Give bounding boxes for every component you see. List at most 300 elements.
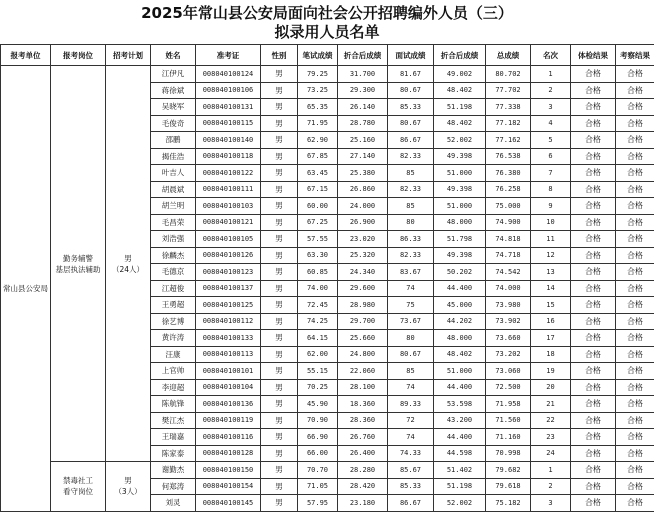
name-cell: 胡兰明 xyxy=(151,198,196,215)
interview-weighted-cell: 48.000 xyxy=(434,214,486,231)
written-score-cell: 63.45 xyxy=(298,165,338,182)
interview-score-cell: 85 xyxy=(388,363,434,380)
written-weighted-cell: 22.060 xyxy=(338,363,388,380)
written-score-cell: 62.00 xyxy=(298,346,338,363)
review-result-cell: 合格 xyxy=(616,280,654,297)
written-weighted-cell: 25.160 xyxy=(338,132,388,149)
review-result-cell: 合格 xyxy=(616,412,654,429)
gender-cell: 男 xyxy=(261,198,298,215)
total-score-cell: 70.998 xyxy=(486,445,531,462)
review-result-cell: 合格 xyxy=(616,346,654,363)
rank-cell: 9 xyxy=(531,198,571,215)
interview-weighted-cell: 44.202 xyxy=(434,313,486,330)
name-cell: 毛昌荣 xyxy=(151,214,196,231)
exam-id-cell: 008040100106 xyxy=(196,82,261,99)
written-weighted-cell: 25.320 xyxy=(338,247,388,264)
exam-id-cell: 008040100105 xyxy=(196,231,261,248)
review-result-cell: 合格 xyxy=(616,495,654,512)
column-header: 姓名 xyxy=(151,45,196,66)
header-row xyxy=(1,45,654,66)
rank-cell: 1 xyxy=(531,66,571,83)
exam-id-cell: 008040100112 xyxy=(196,313,261,330)
interview-weighted-cell: 48.000 xyxy=(434,330,486,347)
exam-id-cell: 008040100111 xyxy=(196,181,261,198)
physical-result-cell: 合格 xyxy=(571,429,616,446)
admission-table xyxy=(0,44,654,512)
gender-cell: 男 xyxy=(261,346,298,363)
name-cell: 毛俊奇 xyxy=(151,115,196,132)
interview-weighted-cell: 52.002 xyxy=(434,132,486,149)
written-score-cell: 57.95 xyxy=(298,495,338,512)
physical-result-cell: 合格 xyxy=(571,478,616,495)
interview-weighted-cell: 48.402 xyxy=(434,346,486,363)
total-score-cell: 80.702 xyxy=(486,66,531,83)
interview-weighted-cell: 49.398 xyxy=(434,148,486,165)
interview-weighted-cell: 48.402 xyxy=(434,115,486,132)
written-score-cell: 67.85 xyxy=(298,148,338,165)
interview-score-cell: 80.67 xyxy=(388,346,434,363)
written-score-cell: 73.25 xyxy=(298,82,338,99)
rank-cell: 16 xyxy=(531,313,571,330)
written-score-cell: 67.15 xyxy=(298,181,338,198)
physical-result-cell: 合格 xyxy=(571,115,616,132)
physical-result-cell: 合格 xyxy=(571,462,616,479)
gender-cell: 男 xyxy=(261,165,298,182)
name-cell: 蒋徐斌 xyxy=(151,82,196,99)
gender-cell: 男 xyxy=(261,214,298,231)
total-score-cell: 77.162 xyxy=(486,132,531,149)
column-header: 报考单位 xyxy=(1,45,51,66)
column-header: 性别 xyxy=(261,45,298,66)
review-result-cell: 合格 xyxy=(616,462,654,479)
written-weighted-cell: 18.360 xyxy=(338,396,388,413)
written-score-cell: 64.15 xyxy=(298,330,338,347)
plan-cell: 男 （24人） xyxy=(106,66,151,462)
name-cell: 胡晨斌 xyxy=(151,181,196,198)
review-result-cell: 合格 xyxy=(616,396,654,413)
exam-id-cell: 008040100101 xyxy=(196,363,261,380)
total-score-cell: 74.000 xyxy=(486,280,531,297)
interview-score-cell: 74 xyxy=(388,379,434,396)
interview-weighted-cell: 51.000 xyxy=(434,165,486,182)
physical-result-cell: 合格 xyxy=(571,280,616,297)
name-cell: 黄许涛 xyxy=(151,330,196,347)
rank-cell: 14 xyxy=(531,280,571,297)
physical-result-cell: 合格 xyxy=(571,247,616,264)
total-score-cell: 77.338 xyxy=(486,99,531,116)
interview-score-cell: 85 xyxy=(388,165,434,182)
written-weighted-cell: 25.660 xyxy=(338,330,388,347)
unit-cell: 常山县公安局 xyxy=(1,66,51,512)
name-cell: 何郑涛 xyxy=(151,478,196,495)
rank-cell: 12 xyxy=(531,247,571,264)
written-weighted-cell: 27.140 xyxy=(338,148,388,165)
table-row xyxy=(1,66,654,83)
exam-id-cell: 008040100103 xyxy=(196,198,261,215)
written-score-cell: 71.05 xyxy=(298,478,338,495)
rank-cell: 4 xyxy=(531,115,571,132)
physical-result-cell: 合格 xyxy=(571,363,616,380)
post-cell: 禁毒社工 看守岗位 xyxy=(51,462,106,512)
name-cell: 陈家泰 xyxy=(151,445,196,462)
written-weighted-cell: 23.180 xyxy=(338,495,388,512)
post-cell: 勤务辅警 基层执法辅助 xyxy=(51,66,106,462)
gender-cell: 男 xyxy=(261,132,298,149)
name-cell: 刘浩强 xyxy=(151,231,196,248)
gender-cell: 男 xyxy=(261,363,298,380)
interview-score-cell: 85.33 xyxy=(388,99,434,116)
name-cell: 江伊凡 xyxy=(151,66,196,83)
gender-cell: 男 xyxy=(261,66,298,83)
interview-weighted-cell: 51.798 xyxy=(434,231,486,248)
gender-cell: 男 xyxy=(261,379,298,396)
name-cell: 毛德京 xyxy=(151,264,196,281)
exam-id-cell: 008040100150 xyxy=(196,462,261,479)
total-score-cell: 77.182 xyxy=(486,115,531,132)
rank-cell: 19 xyxy=(531,363,571,380)
interview-score-cell: 80 xyxy=(388,214,434,231)
column-header: 招考计划 xyxy=(106,45,151,66)
written-weighted-cell: 26.860 xyxy=(338,181,388,198)
column-header: 面试成绩 xyxy=(388,45,434,66)
interview-score-cell: 75 xyxy=(388,297,434,314)
gender-cell: 男 xyxy=(261,478,298,495)
rank-cell: 15 xyxy=(531,297,571,314)
name-cell: 王勇超 xyxy=(151,297,196,314)
total-score-cell: 73.980 xyxy=(486,297,531,314)
total-score-cell: 73.202 xyxy=(486,346,531,363)
review-result-cell: 合格 xyxy=(616,66,654,83)
name-cell: 上官帅 xyxy=(151,363,196,380)
interview-weighted-cell: 51.000 xyxy=(434,363,486,380)
name-cell: 王瑞嘉 xyxy=(151,429,196,446)
exam-id-cell: 008040100124 xyxy=(196,66,261,83)
rank-cell: 2 xyxy=(531,82,571,99)
exam-id-cell: 008040100104 xyxy=(196,379,261,396)
interview-weighted-cell: 45.000 xyxy=(434,297,486,314)
rank-cell: 21 xyxy=(531,396,571,413)
exam-id-cell: 008040100123 xyxy=(196,264,261,281)
interview-weighted-cell: 51.198 xyxy=(434,478,486,495)
name-cell: 汪康 xyxy=(151,346,196,363)
physical-result-cell: 合格 xyxy=(571,412,616,429)
rank-cell: 2 xyxy=(531,478,571,495)
review-result-cell: 合格 xyxy=(616,231,654,248)
interview-score-cell: 80.67 xyxy=(388,82,434,99)
total-score-cell: 74.542 xyxy=(486,264,531,281)
total-score-cell: 74.900 xyxy=(486,214,531,231)
written-weighted-cell: 28.980 xyxy=(338,297,388,314)
name-cell: 徐艺博 xyxy=(151,313,196,330)
written-weighted-cell: 29.600 xyxy=(338,280,388,297)
rank-cell: 24 xyxy=(531,445,571,462)
interview-weighted-cell: 49.398 xyxy=(434,181,486,198)
written-weighted-cell: 26.140 xyxy=(338,99,388,116)
name-cell: 揭佳浩 xyxy=(151,148,196,165)
interview-weighted-cell: 44.598 xyxy=(434,445,486,462)
written-weighted-cell: 23.020 xyxy=(338,231,388,248)
exam-id-cell: 008040100125 xyxy=(196,297,261,314)
interview-score-cell: 89.33 xyxy=(388,396,434,413)
review-result-cell: 合格 xyxy=(616,445,654,462)
written-weighted-cell: 24.800 xyxy=(338,346,388,363)
interview-weighted-cell: 50.202 xyxy=(434,264,486,281)
review-result-cell: 合格 xyxy=(616,264,654,281)
physical-result-cell: 合格 xyxy=(571,99,616,116)
rank-cell: 5 xyxy=(531,132,571,149)
review-result-cell: 合格 xyxy=(616,379,654,396)
column-header: 考察结果 xyxy=(616,45,654,66)
interview-weighted-cell: 49.002 xyxy=(434,66,486,83)
written-score-cell: 66.90 xyxy=(298,429,338,446)
rank-cell: 23 xyxy=(531,429,571,446)
gender-cell: 男 xyxy=(261,297,298,314)
rank-cell: 10 xyxy=(531,214,571,231)
name-cell: 刘灵 xyxy=(151,495,196,512)
physical-result-cell: 合格 xyxy=(571,330,616,347)
title-line-2: 拟录用人员名单 xyxy=(0,23,654,42)
exam-id-cell: 008040100140 xyxy=(196,132,261,149)
written-score-cell: 70.25 xyxy=(298,379,338,396)
interview-score-cell: 83.67 xyxy=(388,264,434,281)
gender-cell: 男 xyxy=(261,396,298,413)
review-result-cell: 合格 xyxy=(616,115,654,132)
review-result-cell: 合格 xyxy=(616,132,654,149)
written-score-cell: 66.00 xyxy=(298,445,338,462)
name-cell: 叶吉人 xyxy=(151,165,196,182)
exam-id-cell: 008040100154 xyxy=(196,478,261,495)
exam-id-cell: 008040100122 xyxy=(196,165,261,182)
review-result-cell: 合格 xyxy=(616,247,654,264)
written-score-cell: 70.90 xyxy=(298,412,338,429)
gender-cell: 男 xyxy=(261,115,298,132)
physical-result-cell: 合格 xyxy=(571,264,616,281)
review-result-cell: 合格 xyxy=(616,330,654,347)
exam-id-cell: 008040100126 xyxy=(196,247,261,264)
interview-weighted-cell: 52.002 xyxy=(434,495,486,512)
written-score-cell: 74.25 xyxy=(298,313,338,330)
review-result-cell: 合格 xyxy=(616,148,654,165)
interview-score-cell: 82.33 xyxy=(388,148,434,165)
column-header: 准考证 xyxy=(196,45,261,66)
written-score-cell: 70.70 xyxy=(298,462,338,479)
interview-weighted-cell: 44.400 xyxy=(434,280,486,297)
interview-score-cell: 74 xyxy=(388,280,434,297)
rank-cell: 8 xyxy=(531,181,571,198)
rank-cell: 7 xyxy=(531,165,571,182)
table-row xyxy=(1,462,654,479)
gender-cell: 男 xyxy=(261,313,298,330)
physical-result-cell: 合格 xyxy=(571,148,616,165)
physical-result-cell: 合格 xyxy=(571,198,616,215)
review-result-cell: 合格 xyxy=(616,478,654,495)
interview-score-cell: 86.33 xyxy=(388,231,434,248)
rank-cell: 22 xyxy=(531,412,571,429)
interview-weighted-cell: 51.402 xyxy=(434,462,486,479)
total-score-cell: 71.958 xyxy=(486,396,531,413)
interview-score-cell: 80.67 xyxy=(388,115,434,132)
interview-score-cell: 81.67 xyxy=(388,66,434,83)
total-score-cell: 77.702 xyxy=(486,82,531,99)
written-score-cell: 71.95 xyxy=(298,115,338,132)
column-header: 体检结果 xyxy=(571,45,616,66)
gender-cell: 男 xyxy=(261,330,298,347)
physical-result-cell: 合格 xyxy=(571,495,616,512)
written-weighted-cell: 28.360 xyxy=(338,412,388,429)
total-score-cell: 76.258 xyxy=(486,181,531,198)
written-score-cell: 79.25 xyxy=(298,66,338,83)
exam-id-cell: 008040100115 xyxy=(196,115,261,132)
plan-cell: 男 （3人） xyxy=(106,462,151,512)
written-weighted-cell: 24.000 xyxy=(338,198,388,215)
exam-id-cell: 008040100137 xyxy=(196,280,261,297)
gender-cell: 男 xyxy=(261,412,298,429)
interview-weighted-cell: 44.400 xyxy=(434,379,486,396)
gender-cell: 男 xyxy=(261,264,298,281)
name-cell: 邵鹏 xyxy=(151,132,196,149)
review-result-cell: 合格 xyxy=(616,429,654,446)
interview-score-cell: 74 xyxy=(388,429,434,446)
review-result-cell: 合格 xyxy=(616,297,654,314)
physical-result-cell: 合格 xyxy=(571,396,616,413)
interview-score-cell: 80 xyxy=(388,330,434,347)
written-weighted-cell: 31.700 xyxy=(338,66,388,83)
gender-cell: 男 xyxy=(261,82,298,99)
review-result-cell: 合格 xyxy=(616,363,654,380)
exam-id-cell: 008040100121 xyxy=(196,214,261,231)
interview-weighted-cell: 51.198 xyxy=(434,99,486,116)
written-weighted-cell: 28.780 xyxy=(338,115,388,132)
rank-cell: 18 xyxy=(531,346,571,363)
column-header: 折合后成绩 xyxy=(338,45,388,66)
physical-result-cell: 合格 xyxy=(571,313,616,330)
total-score-cell: 76.380 xyxy=(486,165,531,182)
interview-score-cell: 85 xyxy=(388,198,434,215)
interview-weighted-cell: 53.598 xyxy=(434,396,486,413)
review-result-cell: 合格 xyxy=(616,99,654,116)
column-header: 总成绩 xyxy=(486,45,531,66)
physical-result-cell: 合格 xyxy=(571,132,616,149)
total-score-cell: 79.618 xyxy=(486,478,531,495)
rank-cell: 11 xyxy=(531,231,571,248)
exam-id-cell: 008040100136 xyxy=(196,396,261,413)
rank-cell: 17 xyxy=(531,330,571,347)
gender-cell: 男 xyxy=(261,445,298,462)
rank-cell: 20 xyxy=(531,379,571,396)
written-score-cell: 65.35 xyxy=(298,99,338,116)
physical-result-cell: 合格 xyxy=(571,214,616,231)
written-weighted-cell: 28.280 xyxy=(338,462,388,479)
written-score-cell: 60.85 xyxy=(298,264,338,281)
interview-score-cell: 82.33 xyxy=(388,247,434,264)
interview-score-cell: 82.33 xyxy=(388,181,434,198)
interview-weighted-cell: 51.000 xyxy=(434,198,486,215)
gender-cell: 男 xyxy=(261,462,298,479)
total-score-cell: 74.818 xyxy=(486,231,531,248)
physical-result-cell: 合格 xyxy=(571,445,616,462)
interview-score-cell: 72 xyxy=(388,412,434,429)
total-score-cell: 76.538 xyxy=(486,148,531,165)
review-result-cell: 合格 xyxy=(616,181,654,198)
rank-cell: 3 xyxy=(531,99,571,116)
total-score-cell: 75.182 xyxy=(486,495,531,512)
column-header: 报考岗位 xyxy=(51,45,106,66)
exam-id-cell: 008040100113 xyxy=(196,346,261,363)
exam-id-cell: 008040100145 xyxy=(196,495,261,512)
name-cell: 徐麟杰 xyxy=(151,247,196,264)
physical-result-cell: 合格 xyxy=(571,231,616,248)
total-score-cell: 71.560 xyxy=(486,412,531,429)
column-header: 笔试成绩 xyxy=(298,45,338,66)
interview-score-cell: 74.33 xyxy=(388,445,434,462)
column-header: 折合后成绩 xyxy=(434,45,486,66)
written-weighted-cell: 25.380 xyxy=(338,165,388,182)
written-weighted-cell: 26.900 xyxy=(338,214,388,231)
written-weighted-cell: 28.100 xyxy=(338,379,388,396)
written-score-cell: 57.55 xyxy=(298,231,338,248)
physical-result-cell: 合格 xyxy=(571,297,616,314)
interview-score-cell: 86.67 xyxy=(388,132,434,149)
review-result-cell: 合格 xyxy=(616,82,654,99)
interview-weighted-cell: 44.400 xyxy=(434,429,486,446)
total-score-cell: 72.500 xyxy=(486,379,531,396)
interview-score-cell: 73.67 xyxy=(388,313,434,330)
exam-id-cell: 008040100118 xyxy=(196,148,261,165)
total-score-cell: 75.000 xyxy=(486,198,531,215)
physical-result-cell: 合格 xyxy=(571,379,616,396)
name-cell: 樊江杰 xyxy=(151,412,196,429)
interview-weighted-cell: 48.402 xyxy=(434,82,486,99)
physical-result-cell: 合格 xyxy=(571,181,616,198)
gender-cell: 男 xyxy=(261,429,298,446)
name-cell: 陈航锋 xyxy=(151,396,196,413)
written-score-cell: 60.00 xyxy=(298,198,338,215)
written-score-cell: 63.30 xyxy=(298,247,338,264)
written-score-cell: 74.00 xyxy=(298,280,338,297)
interview-weighted-cell: 49.398 xyxy=(434,247,486,264)
physical-result-cell: 合格 xyxy=(571,346,616,363)
rank-cell: 1 xyxy=(531,462,571,479)
interview-score-cell: 86.67 xyxy=(388,495,434,512)
exam-id-cell: 008040100116 xyxy=(196,429,261,446)
gender-cell: 男 xyxy=(261,148,298,165)
page-title xyxy=(0,0,654,40)
gender-cell: 男 xyxy=(261,231,298,248)
column-header: 名次 xyxy=(531,45,571,66)
review-result-cell: 合格 xyxy=(616,198,654,215)
interview-weighted-cell: 43.200 xyxy=(434,412,486,429)
total-score-cell: 71.160 xyxy=(486,429,531,446)
rank-cell: 6 xyxy=(531,148,571,165)
review-result-cell: 合格 xyxy=(616,313,654,330)
rank-cell: 13 xyxy=(531,264,571,281)
written-weighted-cell: 29.300 xyxy=(338,82,388,99)
interview-score-cell: 85.33 xyxy=(388,478,434,495)
exam-id-cell: 008040100133 xyxy=(196,330,261,347)
gender-cell: 男 xyxy=(261,280,298,297)
review-result-cell: 合格 xyxy=(616,165,654,182)
written-score-cell: 62.90 xyxy=(298,132,338,149)
total-score-cell: 74.718 xyxy=(486,247,531,264)
rank-cell: 3 xyxy=(531,495,571,512)
total-score-cell: 79.682 xyxy=(486,462,531,479)
written-weighted-cell: 28.420 xyxy=(338,478,388,495)
exam-id-cell: 008040100128 xyxy=(196,445,261,462)
name-cell: 江超俊 xyxy=(151,280,196,297)
exam-id-cell: 008040100131 xyxy=(196,99,261,116)
review-result-cell: 合格 xyxy=(616,214,654,231)
total-score-cell: 73.902 xyxy=(486,313,531,330)
